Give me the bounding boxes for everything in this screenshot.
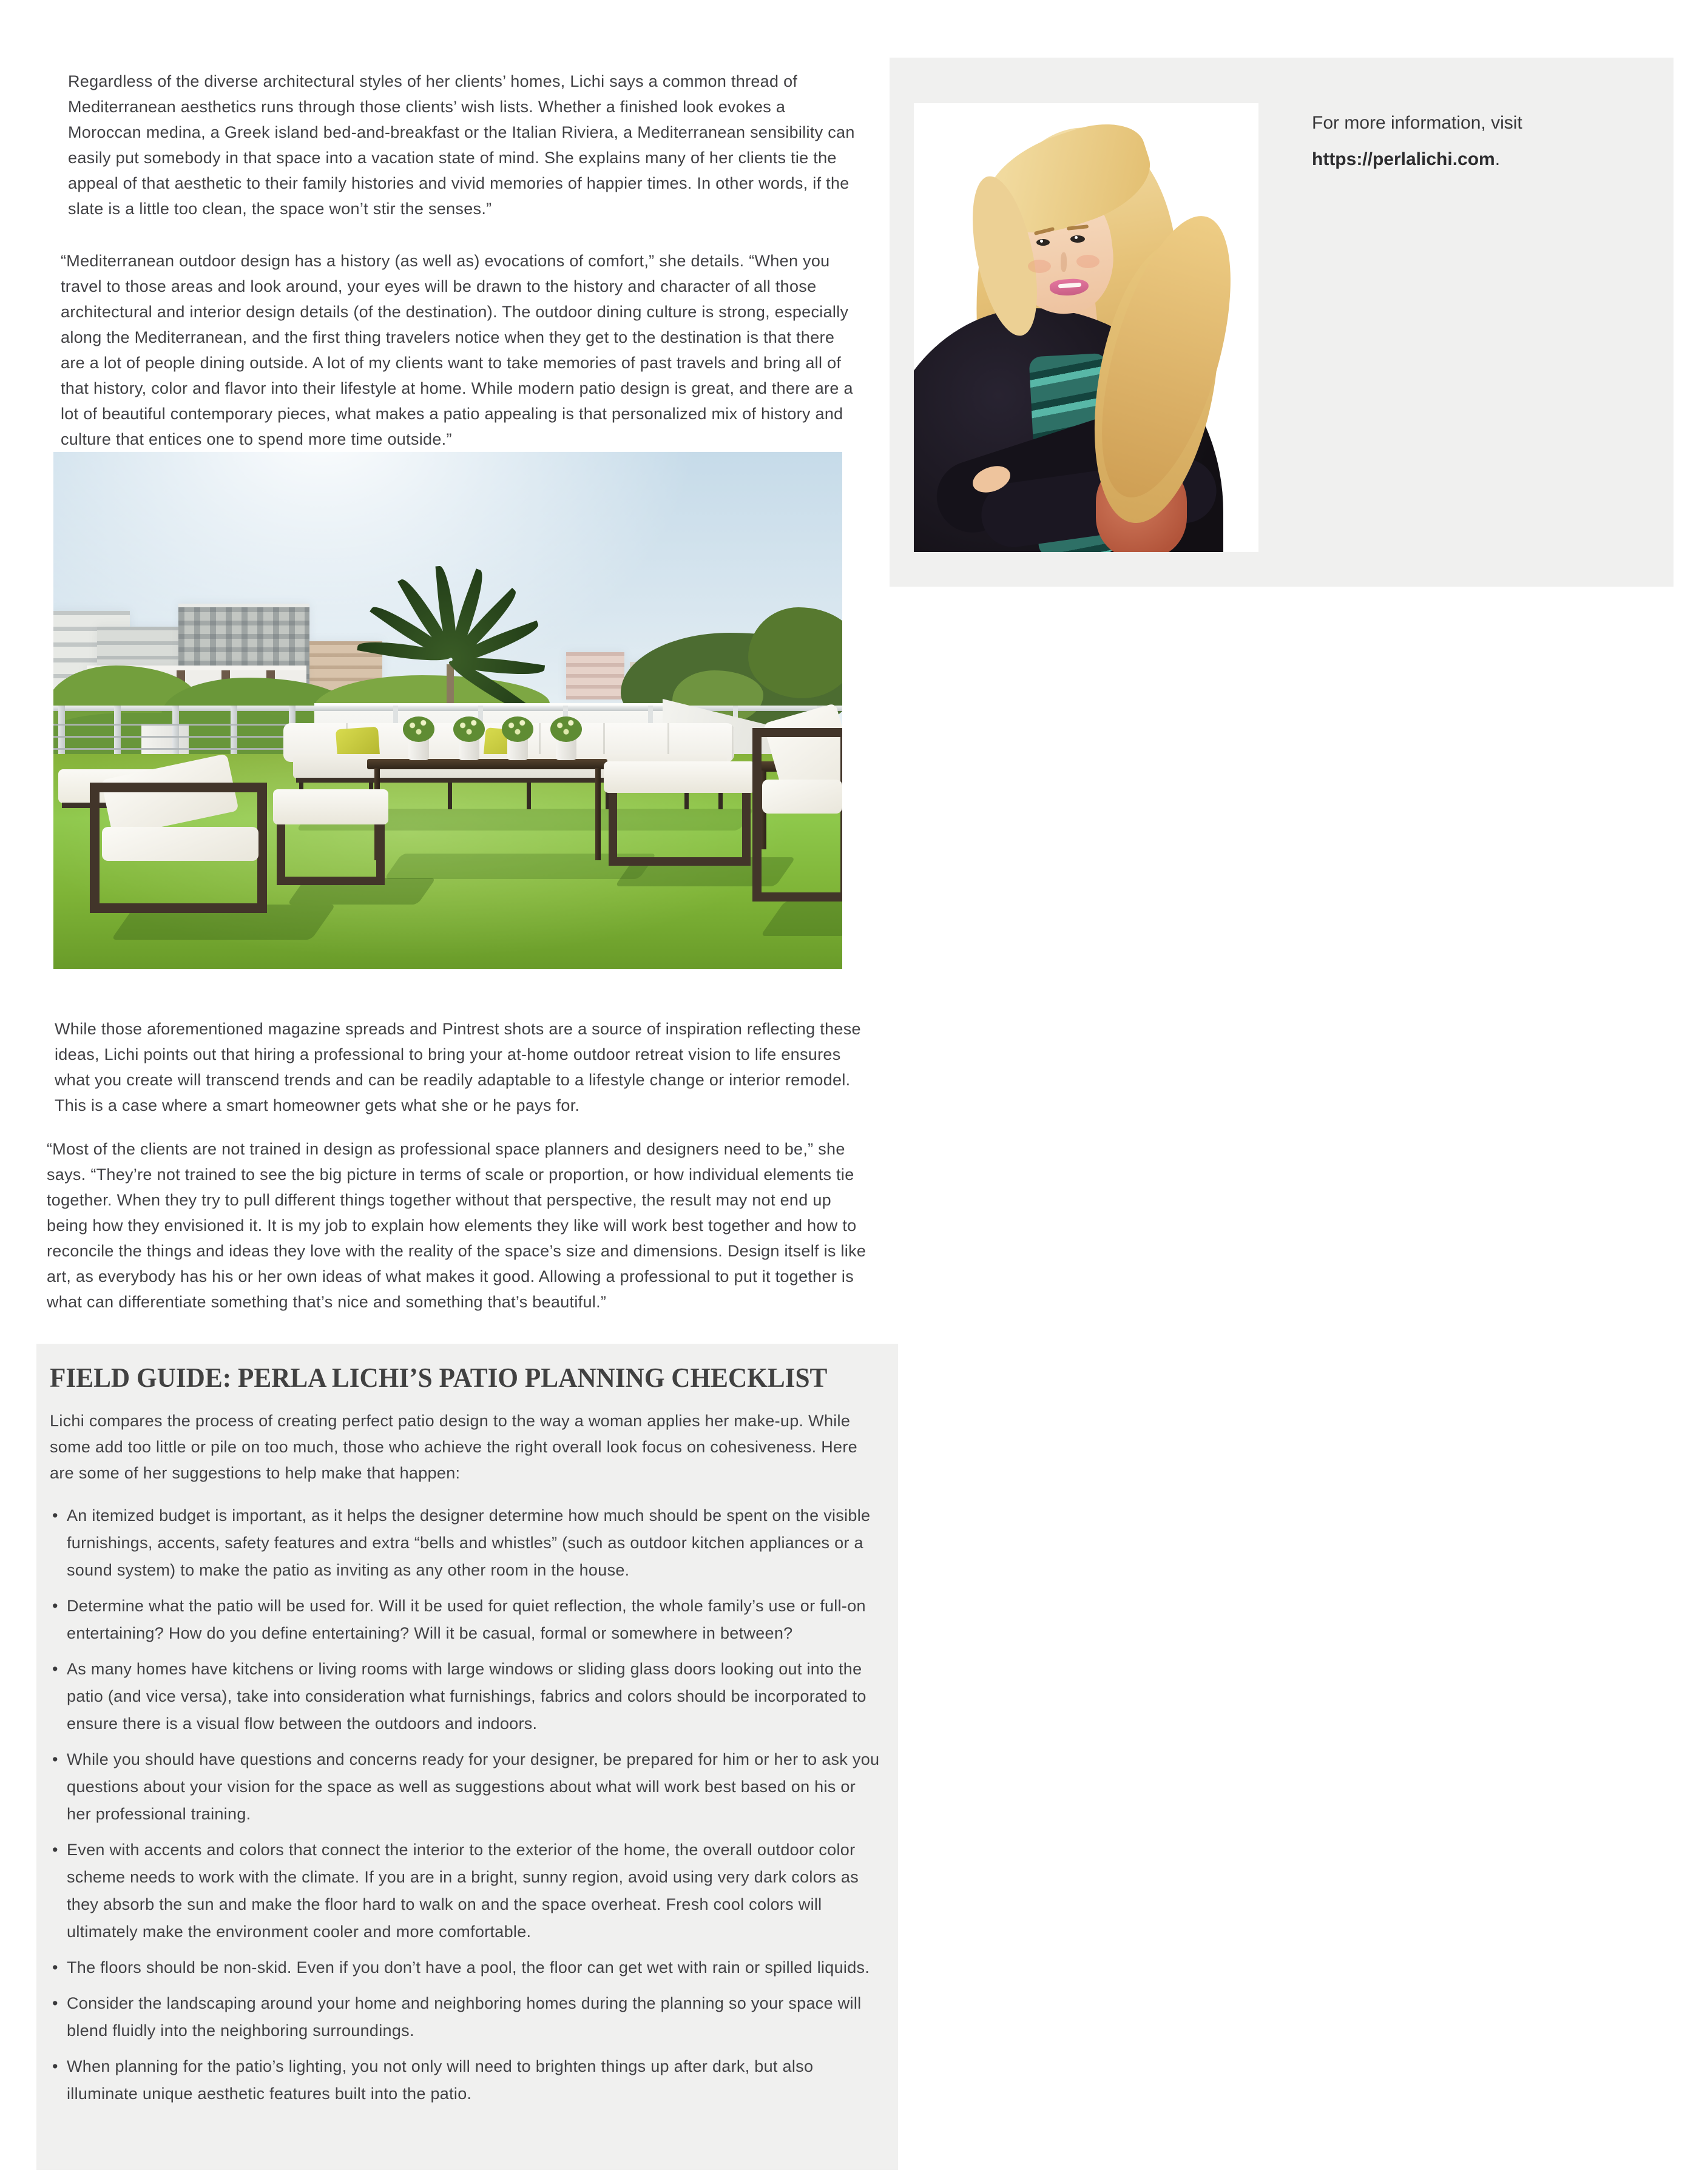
- checklist-item: • Determine what the patio will be used for. Will it be used for quiet reflection, the whole family’s use or full-on entertaining? How do you define entertaining? Will it be casual, formal or somewhere in between?: [50, 1592, 880, 1647]
- patio-photo: [53, 452, 842, 969]
- field-guide-intro: Lichi compares the process of creating perfect patio design to the way a woman applies her make-up. While some add too little or pile on too much, those who achieve the right overall look focus on cohesiveness. Here are some of her suggestions to help make that happen:: [50, 1412, 857, 1482]
- checklist: [50, 1502, 880, 2108]
- url-period: .: [1495, 149, 1501, 169]
- portrait-photo: [914, 103, 1258, 552]
- field-guide-panel: [36, 1344, 898, 2170]
- more-info-text: For more information, visit: [1312, 113, 1522, 133]
- website-line: [1312, 147, 1640, 172]
- more-info-block: [1312, 111, 1640, 172]
- checklist-item: • When planning for the patio’s lighting, you not only will need to brighten things up after dark, but also illuminate unique aesthetic features built into the patio.: [50, 2053, 880, 2108]
- checklist-item: • An itemized budget is important, as it helps the designer determine how much should be spent on the visible furnishings, accents, safety features and extra “bells and whistles” (such as outdoor kitchen appliances or a sound system) to make the patio as inviting as any other room in the house.: [50, 1502, 880, 1584]
- article-paragraph-1: Regardless of the diverse architectural styles of her clients’ homes, Lichi says a common thread of Mediterranean aesthetics runs through those clients’ wish lists. Whether a finished look evokes a Moroccan medina, a Greek island bed-and-breakfast or the Italian Riviera, a Mediterranean sensibility can easily put somebody in that space into a vacation state of mind. She explains many of her clients tie the appeal of that aesthetic to their family histories and vivid memories of happier times. In other words, if the slate is a little too clean, the space won’t stir the senses.”: [68, 72, 855, 218]
- checklist-item: • The floors should be non-skid. Even if you don’t have a pool, the floor can get wet with rain or spilled liquids.: [50, 1954, 880, 1981]
- checklist-item: • As many homes have kitchens or living rooms with large windows or sliding glass doors looking out into the patio (and vice versa), take into consideration what furnishings, fabrics and colors should be incorporated to ensure there is a visual flow between the outdoors and indoors.: [50, 1656, 880, 1737]
- sidebar-panel: [890, 58, 1674, 587]
- article-paragraph-2: “Mediterranean outdoor design has a history (as well as) evocations of comfort,” she details. “When you travel to those areas and look around, your eyes will be drawn to the history and character of all those architectural and interior design details (of the destination). The outdoor dining culture is strong, especially along the Mediterranean, and the first thing travelers notice when they get to the destination is that there are a lot of people dining outside. A lot of my clients want to take memories of past travels and bring all of that history, color and flavor into their lifestyle at home. While modern patio design is great, and there are a lot of beautiful contemporary pieces, what makes a patio appealing is that personalized mix of history and culture that entices one to spend more time outside.”: [61, 252, 853, 448]
- checklist-item: • While you should have questions and concerns ready for your designer, be prepared for him or her to ask you questions about your vision for the space as well as suggestions about what will work best based on his or her professional training.: [50, 1746, 880, 1828]
- article-paragraph-4: “Most of the clients are not trained in design as professional space planners and designers need to be,” she says. “They’re not trained to see the big picture in terms of scale or proportion, or how individual elements tie together. When they try to pull different things together without that perspective, the result may not end up being how they envisioned it. It is my job to explain how elements they like will work best together and how to reconcile the things and ideas they love with the reality of the space’s size and dimensions. Design itself is like art, as everybody has his or her own ideas of what makes it good. Allowing a professional to put it together is what can differentiate something that’s nice and something that’s beautiful.”: [47, 1140, 866, 1311]
- article-paragraph-3: While those aforementioned magazine spreads and Pintrest shots are a source of inspiration reflecting these ideas, Lichi points out that hiring a professional to bring your at-home outdoor retreat vision to life ensures what you create will transcend trends and can be readily adaptable to a lifestyle change or interior remodel. This is a case where a smart homeowner gets what she or he pays for.: [55, 1020, 861, 1114]
- checklist-item: • Even with accents and colors that connect the interior to the exterior of the home, the overall outdoor color scheme needs to work with the climate. If you are in a bright, sunny region, avoid using very dark colors as they absorb the sun and make the floor hard to walk on and the space overheat. Fresh cool colors will ultimately make the environment cooler and more comfortable.: [50, 1836, 880, 1946]
- website-url[interactable]: https://perlalichi.com: [1312, 149, 1495, 169]
- checklist-item: • Consider the landscaping around your home and neighboring homes during the planning so your space will blend fluidly into the neighboring surroundings.: [50, 1990, 880, 2044]
- field-guide-heading: FIELD GUIDE: PERLA LICHI’S PATIO PLANNING CHECKLIST: [50, 1362, 828, 1393]
